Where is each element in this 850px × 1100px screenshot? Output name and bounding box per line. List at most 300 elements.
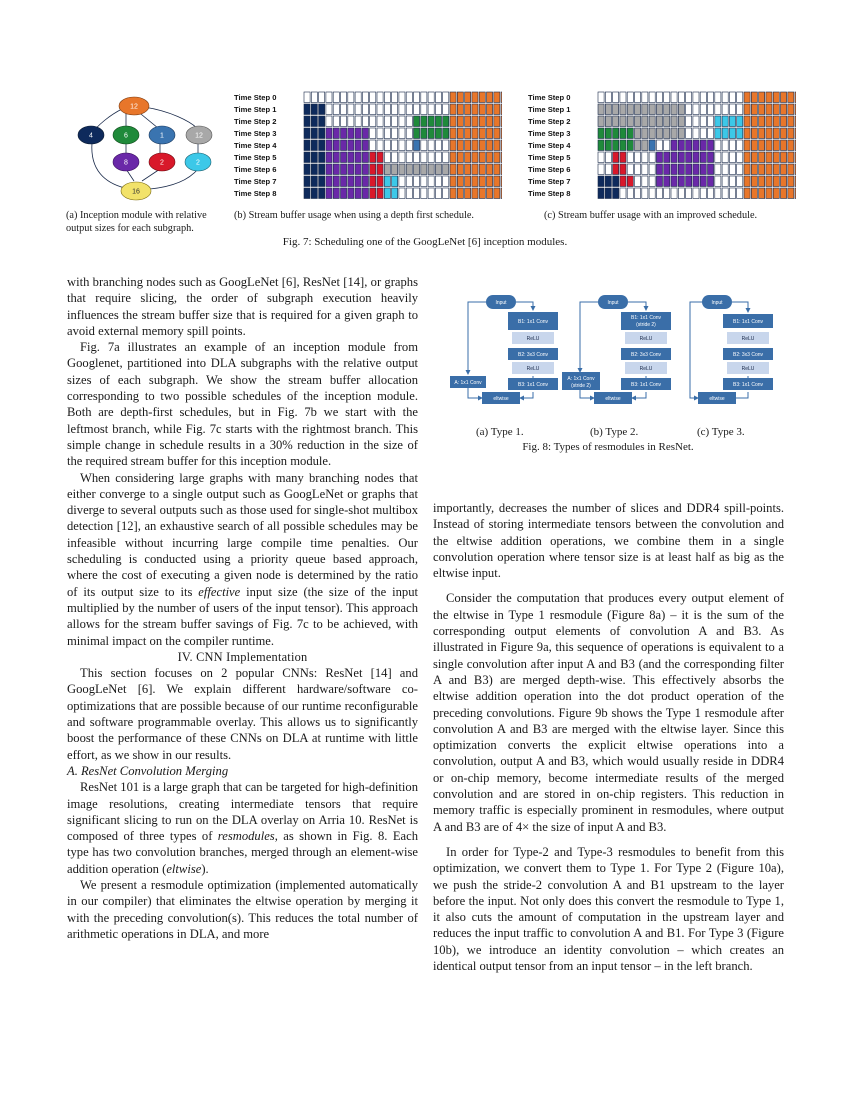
timestep-label: Time Step 0 (234, 93, 277, 102)
buffer-cell (487, 140, 493, 151)
buffer-cell (457, 152, 463, 163)
buffer-cell (693, 188, 699, 199)
buffer-cell (479, 116, 485, 127)
buffer-cell (642, 164, 648, 175)
buffer-cell (370, 164, 376, 175)
fig8-eltwise: eltwise (605, 396, 621, 402)
buffer-cell (428, 104, 434, 115)
buffer-cell (635, 92, 641, 103)
buffer-cell (326, 164, 332, 175)
buffer-cell (708, 152, 714, 163)
buffer-cell (751, 152, 757, 163)
buffer-cell (414, 176, 420, 187)
buffer-cell (472, 116, 478, 127)
buffer-cell (598, 92, 604, 103)
buffer-cell (605, 188, 611, 199)
node-label: 2 (160, 159, 164, 167)
buffer-cell (715, 176, 721, 187)
buffer-cell (421, 116, 427, 127)
buffer-cell (788, 176, 794, 187)
buffer-cell (487, 152, 493, 163)
buffer-cell (362, 188, 368, 199)
buffer-cell (708, 116, 714, 127)
buffer-cell (362, 128, 368, 139)
fig8-label: B3: 1x1 Conv (517, 382, 549, 388)
node-label: 4 (89, 132, 93, 140)
buffer-cell (494, 116, 500, 127)
buffer-cell (649, 176, 655, 187)
buffer-cell (333, 152, 339, 163)
buffer-cell (686, 128, 692, 139)
buffer-cell (399, 104, 405, 115)
buffer-cell (642, 176, 648, 187)
fig8-input: Input (607, 300, 619, 306)
buffer-cell (605, 128, 611, 139)
buffer-cell (737, 92, 743, 103)
buffer-cell (304, 104, 310, 115)
buffer-cell (333, 164, 339, 175)
buffer-cell (319, 152, 325, 163)
buffer-cell (457, 128, 463, 139)
buffer-cell (392, 152, 398, 163)
buffer-cell (627, 92, 633, 103)
buffer-cell (642, 116, 648, 127)
buffer-cell (788, 104, 794, 115)
buffer-cell (751, 128, 757, 139)
timestep-label: Time Step 6 (528, 165, 571, 174)
buffer-cell (487, 176, 493, 187)
buffer-cell (377, 152, 383, 163)
buffer-cell (671, 104, 677, 115)
buffer-cell (766, 116, 772, 127)
buffer-cell (428, 116, 434, 127)
buffer-cell (311, 140, 317, 151)
buffer-cell (795, 116, 796, 127)
buffer-cell (362, 176, 368, 187)
fig8-label: (stride 2) (636, 322, 656, 328)
buffer-cell (392, 164, 398, 175)
buffer-cell (472, 152, 478, 163)
buffer-cell (435, 140, 441, 151)
buffer-cell (737, 128, 743, 139)
buffer-cell (729, 128, 735, 139)
buffer-cell (450, 128, 456, 139)
buffer-cell (722, 92, 728, 103)
buffer-cell (686, 188, 692, 199)
buffer-cell (333, 188, 339, 199)
buffer-cell (428, 176, 434, 187)
buffer-cell (494, 140, 500, 151)
buffer-cell (435, 116, 441, 127)
buffer-cell (465, 92, 471, 103)
section-heading: IV. CNN Implementation (177, 649, 308, 664)
buffer-cell (450, 152, 456, 163)
timestep-label: Time Step 5 (528, 153, 571, 162)
buffer-cell (788, 116, 794, 127)
buffer-cell (788, 92, 794, 103)
buffer-cell (435, 92, 441, 103)
buffer-cell (326, 140, 332, 151)
buffer-cell (795, 128, 796, 139)
buffer-cell (613, 152, 619, 163)
fig8-label: B2: 3x3 Conv (732, 352, 764, 358)
buffer-cell (435, 176, 441, 187)
buffer-cell (693, 128, 699, 139)
buffer-cell (341, 128, 347, 139)
timestep-label: Time Step 3 (234, 129, 277, 138)
buffer-cell (384, 104, 390, 115)
buffer-cell (693, 104, 699, 115)
buffer-cell (435, 164, 441, 175)
buffer-cell (788, 128, 794, 139)
buffer-cell (355, 164, 361, 175)
buffer-cell (795, 164, 796, 175)
buffer-cell (384, 92, 390, 103)
buffer-cell (678, 116, 684, 127)
paragraph: Consider the computation that produces every output element of the eltwise in Type 1 resmodule (Figure 8a) – it is the sum of the corresponding output elements of convolution A and B3. As illustrated in Figure 9a, this sequence of operations is equivalent to a single convolution after input A and B3 (and the corresponding filter A and B3) are merged depth-wise. This effectively absorbs the eltwise addition operation into the dot product operation of the preceding convolutions. Figure 9b shows the Type 1 resmodule after convolution A and B3 are merged with the eltwise layer. Since this optimization converts the explicit eltwise operations into a convolution, output A and B3, which would usually reside in DDR4 or on-chip memory, become intermediate results of the merged convolution and are stored in on-chip registers. This reduction in memory traffic is especially prominent in resmodules, where output A and B3 are of 4× the size of input A and B3. (433, 591, 784, 834)
buffer-cell (598, 176, 604, 187)
buffer-cell (487, 188, 493, 199)
buffer-cell (311, 152, 317, 163)
buffer-cell (465, 104, 471, 115)
buffer-cell (450, 188, 456, 199)
buffer-cell (656, 188, 662, 199)
buffer-cell (744, 164, 750, 175)
buffer-cell (501, 140, 502, 151)
buffer-cell (421, 140, 427, 151)
buffer-cell (443, 152, 449, 163)
buffer-cell (708, 128, 714, 139)
paragraph: ResNet 101 is a large graph that can be targeted for high-definition image resolutions, creating intermediate tensors that require significant slicing to run on the DLA overlay on Arria 10. ResNet is composed of three types of resmodules, as shown in Fig. 8. Each type has two convolution branches, merged through an element-wise addition operation (eltwise). (67, 780, 418, 876)
buffer-cell (729, 152, 735, 163)
buffer-cell (479, 104, 485, 115)
buffer-cell (465, 188, 471, 199)
buffer-cell (362, 164, 368, 175)
buffer-cell (751, 92, 757, 103)
buffer-cell (406, 128, 412, 139)
buffer-cell (421, 92, 427, 103)
buffer-cell (406, 164, 412, 175)
buffer-cell (759, 164, 765, 175)
buffer-cell (377, 128, 383, 139)
buffer-cell (656, 140, 662, 151)
buffer-cell (642, 92, 648, 103)
buffer-cell (362, 152, 368, 163)
buffer-cell (722, 188, 728, 199)
buffer-cell (766, 140, 772, 151)
buffer-cell (773, 188, 779, 199)
buffer-cell (326, 92, 332, 103)
buffer-cell (304, 164, 310, 175)
node-label: 12 (195, 132, 203, 140)
buffer-cell (766, 164, 772, 175)
paragraph: with branching nodes such as GoogLeNet [6], ResNet [14], or graphs that require slicing, the order of subgraph execution heavily influences the stream buffer size that is required for a given graph to avoid external memory spill points. (67, 275, 418, 338)
buffer-cell (457, 92, 463, 103)
buffer-cell (494, 128, 500, 139)
buffer-cell (435, 152, 441, 163)
buffer-cell (494, 176, 500, 187)
buffer-cell (649, 188, 655, 199)
buffer-cell (319, 164, 325, 175)
buffer-cell (605, 140, 611, 151)
buffer-cell (635, 104, 641, 115)
buffer-cell (729, 188, 735, 199)
buffer-cell (700, 92, 706, 103)
buffer-cell (635, 140, 641, 151)
buffer-cell (319, 176, 325, 187)
buffer-cell (642, 188, 648, 199)
buffer-cell (479, 140, 485, 151)
buffer-cell (664, 176, 670, 187)
buffer-cell (406, 140, 412, 151)
buffer-cell (737, 188, 743, 199)
buffer-cell (649, 140, 655, 151)
buffer-cell (678, 140, 684, 151)
buffer-cell (729, 116, 735, 127)
buffer-cell (450, 176, 456, 187)
timestep-label: Time Step 0 (528, 93, 571, 102)
buffer-cell (392, 188, 398, 199)
buffer-cell (627, 128, 633, 139)
buffer-cell (399, 116, 405, 127)
buffer-cell (729, 176, 735, 187)
fig8-label: B2: 3x3 Conv (517, 352, 549, 358)
buffer-cell (598, 164, 604, 175)
buffer-cell (384, 140, 390, 151)
paragraph: When considering large graphs with many branching nodes that either converge to a single output such as GoogLeNet or graphs that diverge to several outputs such as those used for single-shot multibox detection [12], an exhaustive search of all possible schedules may be infeasible without incurring large compile time penalties. Our scheduling is conducted using a priority queue based approach, where the cost of executing a given node is determined by the ratio of its output size to its effective input size (the size of the input multiplied by the number of users of the input tensor). This approach allows for the stream buffer savings of Fig. 7c to be achieved, with minimal impact on the compiler runtime. (67, 470, 418, 648)
buffer-cell (377, 164, 383, 175)
buffer-cell (686, 176, 692, 187)
left-column (67, 274, 418, 942)
buffer-cell (759, 128, 765, 139)
buffer-cell (649, 104, 655, 115)
buffer-cell (627, 176, 633, 187)
buffer-cell (406, 92, 412, 103)
buffer-cell (348, 92, 354, 103)
buffer-cell (370, 176, 376, 187)
buffer-cell (635, 164, 641, 175)
buffer-cell (355, 128, 361, 139)
buffer-cell (649, 92, 655, 103)
fig7b-caption: (b) Stream buffer usage when using a depth first schedule. (234, 210, 475, 221)
buffer-cell (304, 116, 310, 127)
buffer-cell (450, 92, 456, 103)
buffer-cell (362, 92, 368, 103)
node-label: 16 (132, 188, 140, 196)
fig8-label: B1: 1x1 Conv (630, 315, 662, 321)
buffer-cell (311, 104, 317, 115)
fig8-label: ReLU (639, 366, 653, 372)
fig7a-caption: (a) Inception module with relative output sizes for each subgraph. (66, 210, 207, 234)
timestep-label: Time Step 7 (234, 177, 277, 186)
buffer-cell (399, 140, 405, 151)
buffer-cell (613, 116, 619, 127)
buffer-cell (795, 176, 796, 187)
timestep-label: Time Step 2 (528, 117, 571, 126)
buffer-cell (656, 104, 662, 115)
buffer-cell (392, 116, 398, 127)
buffer-cell (664, 128, 670, 139)
buffer-cell (319, 116, 325, 127)
buffer-cell (708, 176, 714, 187)
buffer-cell (700, 188, 706, 199)
fig8-input: Input (495, 300, 507, 306)
paragraph: We present a resmodule optimization (implemented automatically in our compiler) that eliminates the eltwise operation by merging it with the preceding convolution(s). This reduces the total number of arithmetic operations in DLA, and more (67, 877, 418, 941)
buffer-cell (781, 176, 787, 187)
fig8-eltwise: eltwise (493, 396, 509, 402)
buffer-cell (773, 140, 779, 151)
buffer-cell (443, 116, 449, 127)
timestep-label: Time Step 4 (234, 141, 277, 150)
buffer-cell (341, 152, 347, 163)
buffer-cell (494, 92, 500, 103)
buffer-cell (722, 116, 728, 127)
buffer-cell (421, 164, 427, 175)
buffer-cell (341, 92, 347, 103)
buffer-cell (414, 140, 420, 151)
buffer-cell (700, 128, 706, 139)
buffer-cell (355, 152, 361, 163)
buffer-cell (759, 92, 765, 103)
buffer-cell (384, 188, 390, 199)
buffer-cell (759, 188, 765, 199)
buffer-cell (788, 188, 794, 199)
buffer-cell (370, 140, 376, 151)
buffer-cell (457, 176, 463, 187)
buffer-cell (700, 116, 706, 127)
buffer-cell (664, 92, 670, 103)
buffer-cell (348, 104, 354, 115)
buffer-cell (708, 188, 714, 199)
buffer-cell (715, 128, 721, 139)
paragraph: Fig. 7a illustrates an example of an inception module from Googlenet, partitioned into DLA subgraphs with the relative output sizes of each subgraph. We show the stream buffer allocation corresponding to two possible schedules of the inception module. Both are depth-first schedules, but in Fig. 7b we start with the leftmost branch, while Fig. 7c starts with the rightmost branch. This simple change in schedule results in a 30% reduction in the size of the required stream buffer for this inception module. (67, 340, 418, 469)
buffer-cell (326, 176, 332, 187)
buffer-cell (487, 128, 493, 139)
buffer-cell (457, 164, 463, 175)
buffer-cell (319, 104, 325, 115)
buffer-cell (377, 176, 383, 187)
buffer-cell (392, 104, 398, 115)
buffer-cell (613, 128, 619, 139)
buffer-cell (781, 140, 787, 151)
buffer-cell (465, 128, 471, 139)
buffer-cell (737, 116, 743, 127)
paragraph: importantly, decreases the number of slices and DDR4 spill-points. Instead of storing intermediate tensors between the convolution and the eltwise addition operations, we combine them in a single convolution operation where tensor size is at least half as big as the eltwise input. (433, 501, 784, 581)
buffer-cell (326, 128, 332, 139)
stream-buffer-grid-depth-first (232, 90, 502, 200)
buffer-cell (649, 164, 655, 175)
buffer-cell (311, 176, 317, 187)
buffer-cell (700, 104, 706, 115)
buffer-cell (605, 104, 611, 115)
buffer-cell (788, 164, 794, 175)
buffer-cell (773, 176, 779, 187)
buffer-cell (443, 92, 449, 103)
buffer-cell (686, 164, 692, 175)
buffer-cell (414, 128, 420, 139)
buffer-cell (304, 176, 310, 187)
buffer-cell (443, 164, 449, 175)
timestep-label: Time Step 1 (234, 105, 277, 114)
buffer-cell (428, 92, 434, 103)
buffer-cell (370, 92, 376, 103)
buffer-cell (341, 164, 347, 175)
buffer-cell (501, 116, 502, 127)
buffer-cell (472, 104, 478, 115)
buffer-cell (678, 92, 684, 103)
buffer-cell (686, 104, 692, 115)
buffer-cell (656, 152, 662, 163)
buffer-cell (605, 116, 611, 127)
buffer-cell (326, 116, 332, 127)
buffer-cell (304, 128, 310, 139)
buffer-cell (384, 128, 390, 139)
buffer-cell (656, 128, 662, 139)
buffer-cell (693, 152, 699, 163)
buffer-cell (384, 176, 390, 187)
buffer-cell (642, 152, 648, 163)
node-label: 2 (196, 159, 200, 167)
buffer-cell (435, 188, 441, 199)
buffer-cell (304, 152, 310, 163)
buffer-cell (729, 164, 735, 175)
node-label: 8 (124, 159, 128, 167)
buffer-cell (700, 164, 706, 175)
fig8-label: ReLU (639, 336, 653, 342)
buffer-cell (693, 116, 699, 127)
buffer-cell (700, 176, 706, 187)
buffer-cell (715, 188, 721, 199)
buffer-cell (620, 128, 626, 139)
buffer-cell (744, 188, 750, 199)
buffer-cell (457, 140, 463, 151)
buffer-cell (656, 92, 662, 103)
fig8-label: ReLU (526, 336, 540, 342)
buffer-cell (304, 92, 310, 103)
buffer-cell (377, 188, 383, 199)
buffer-cell (693, 164, 699, 175)
buffer-cell (751, 176, 757, 187)
buffer-cell (781, 116, 787, 127)
buffer-cell (766, 128, 772, 139)
buffer-cell (472, 140, 478, 151)
buffer-cell (605, 164, 611, 175)
buffer-cell (414, 104, 420, 115)
buffer-cell (766, 176, 772, 187)
fig8-label: ReLU (741, 366, 755, 372)
buffer-cell (613, 92, 619, 103)
buffer-cell (304, 140, 310, 151)
buffer-cell (620, 164, 626, 175)
buffer-cell (635, 176, 641, 187)
buffer-cell (737, 164, 743, 175)
buffer-cell (627, 104, 633, 115)
buffer-cell (333, 116, 339, 127)
buffer-cell (795, 104, 796, 115)
buffer-cell (781, 152, 787, 163)
buffer-cell (635, 152, 641, 163)
buffer-cell (635, 128, 641, 139)
buffer-cell (341, 140, 347, 151)
buffer-cell (773, 128, 779, 139)
buffer-cell (399, 176, 405, 187)
buffer-cell (598, 140, 604, 151)
buffer-cell (326, 188, 332, 199)
buffer-cell (693, 176, 699, 187)
stream-buffer-grid-improved (526, 90, 796, 200)
buffer-cell (678, 104, 684, 115)
buffer-cell (348, 164, 354, 175)
